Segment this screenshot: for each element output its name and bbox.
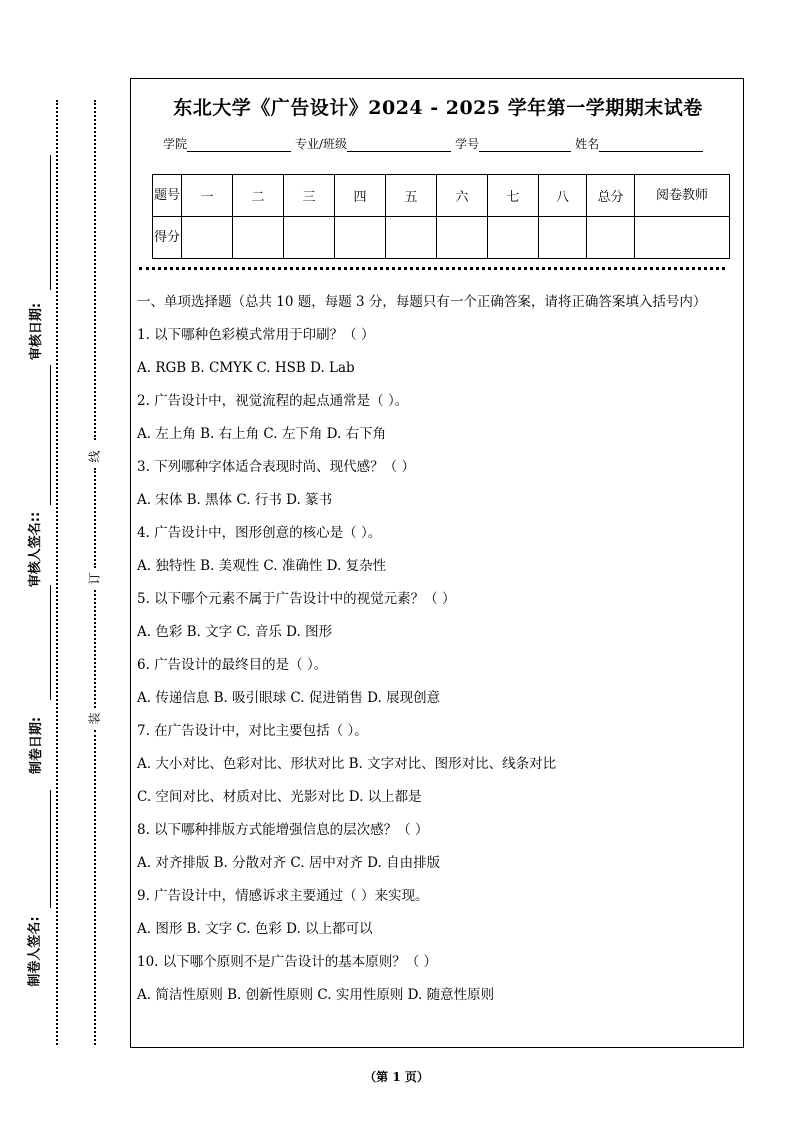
bind-dotted-line-1 <box>94 100 96 440</box>
bind-dotted-line-3 <box>94 590 96 708</box>
margin-label-maker-date: 制卷日期: <box>29 716 45 775</box>
question-line: 1. 以下哪种色彩模式常用于印刷？（ ） <box>137 327 375 343</box>
score-cell-3[interactable] <box>284 217 335 259</box>
score-table <box>152 174 730 259</box>
question-line: 4. 广告设计中，图形创意的核心是（ ）。 <box>137 525 382 541</box>
bind-mark-xian: 线 <box>87 450 102 463</box>
question-line: 7. 在广告设计中，对比主要包括（ ）。 <box>137 723 368 739</box>
score-col-6: 六 <box>437 175 488 217</box>
reviewer-sign-line <box>50 365 51 505</box>
option-line: A. 左上角 B. 右上角 C. 左下角 D. 右下角 <box>137 426 387 442</box>
score-table-label-qnum: 题号 <box>153 175 182 217</box>
score-col-5: 五 <box>386 175 437 217</box>
score-cell-2[interactable] <box>233 217 284 259</box>
option-line: A. 对齐排版 B. 分散对齐 C. 居中对齐 D. 自由排版 <box>137 855 441 871</box>
score-cell-1[interactable] <box>182 217 233 259</box>
margin-label-reviewer-sign: 审核人签名:: <box>28 511 44 588</box>
dotted-separator <box>139 267 725 270</box>
score-table-header-row <box>153 175 730 217</box>
score-cell-6[interactable] <box>437 217 488 259</box>
bind-dotted-line-2 <box>94 468 96 568</box>
exam-frame <box>130 78 744 1048</box>
name-blank[interactable] <box>599 137 703 152</box>
college-blank[interactable] <box>187 137 291 152</box>
margin-label-reviewer-date: 审核日期: <box>29 302 45 361</box>
option-line: C. 空间对比、材质对比、光影对比 D. 以上都是 <box>137 789 422 805</box>
option-line: A. 独特性 B. 美观性 C. 准确性 D. 复杂性 <box>137 558 387 574</box>
score-cell-5[interactable] <box>386 217 437 259</box>
maker-sign-line <box>50 790 51 908</box>
bind-mark-zhuang: 装 <box>87 712 102 725</box>
margin-label-maker-sign: 制卷人签名: <box>27 916 43 987</box>
question-line: 2. 广告设计中，视觉流程的起点通常是（ ）。 <box>137 393 409 409</box>
score-cell-7[interactable] <box>488 217 539 259</box>
score-col-1: 一 <box>182 175 233 217</box>
score-col-2: 二 <box>233 175 284 217</box>
student-id-blank[interactable] <box>479 137 571 152</box>
question-line: 8. 以下哪种排版方式能增强信息的层次感？（ ） <box>137 822 429 838</box>
bind-dotted-line-4 <box>94 730 96 1045</box>
field-label-student-id: 学号 <box>455 137 480 151</box>
bind-mark-ding: 订 <box>87 572 102 585</box>
left-dotted-line <box>56 100 58 1045</box>
major-class-blank[interactable] <box>347 137 451 152</box>
field-label-name: 姓名 <box>575 137 600 151</box>
score-col-grader: 阅卷教师 <box>635 175 730 217</box>
maker-date-line <box>50 585 51 700</box>
score-col-7: 七 <box>488 175 539 217</box>
exam-title: 东北大学《广告设计》2024 - 2025 学年第一学期期末试卷 <box>173 97 703 119</box>
score-cell-4[interactable] <box>335 217 386 259</box>
question-line: 5. 以下哪个元素不属于广告设计中的视觉元素？（ ） <box>137 591 456 607</box>
question-line: 3. 下列哪种字体适合表现时尚、现代感？（ ） <box>137 459 415 475</box>
score-cell-grader[interactable] <box>635 217 730 259</box>
question-line: 6. 广告设计的最终目的是（ ）。 <box>137 657 328 673</box>
question-line: 9. 广告设计中，情感诉求主要通过（ ）来实现。 <box>137 888 429 904</box>
option-line: A. 大小对比、色彩对比、形状对比 B. 文字对比、图形对比、线条对比 <box>137 756 557 772</box>
option-line: A. 传递信息 B. 吸引眼球 C. 促进销售 D. 展现创意 <box>137 690 441 706</box>
score-col-4: 四 <box>335 175 386 217</box>
field-label-college: 学院 <box>163 137 188 151</box>
section-1-heading: 一、单项选择题（总共 10 题，每题 3 分，每题只有一个正确答案，请将正确答案填入括号内） <box>137 294 707 310</box>
option-line: A. RGB B. CMYK C. HSB D. Lab <box>137 360 355 376</box>
score-table-score-row <box>153 217 730 259</box>
question-line: 10. 以下哪个原则不是广告设计的基本原则？（ ） <box>137 954 438 970</box>
option-line: A. 图形 B. 文字 C. 色彩 D. 以上都可以 <box>137 921 373 937</box>
field-label-major-class: 专业/班级 <box>295 137 348 151</box>
option-line: A. 简洁性原则 B. 创新性原则 C. 实用性原则 D. 随意性原则 <box>137 987 495 1003</box>
option-line: A. 色彩 B. 文字 C. 音乐 D. 图形 <box>137 624 333 640</box>
section-1-content <box>137 291 737 1018</box>
score-col-total: 总分 <box>587 175 635 217</box>
score-cell-total[interactable] <box>587 217 635 259</box>
reviewer-date-line <box>50 155 51 290</box>
option-line: A. 宋体 B. 黑体 C. 行书 D. 篆书 <box>137 492 333 508</box>
score-table-label-score: 得分 <box>153 217 182 259</box>
student-info-row <box>163 135 707 152</box>
score-col-3: 三 <box>284 175 335 217</box>
page-number: （第 1 页） <box>364 1070 429 1084</box>
score-cell-8[interactable] <box>539 217 587 259</box>
score-col-8: 八 <box>539 175 587 217</box>
